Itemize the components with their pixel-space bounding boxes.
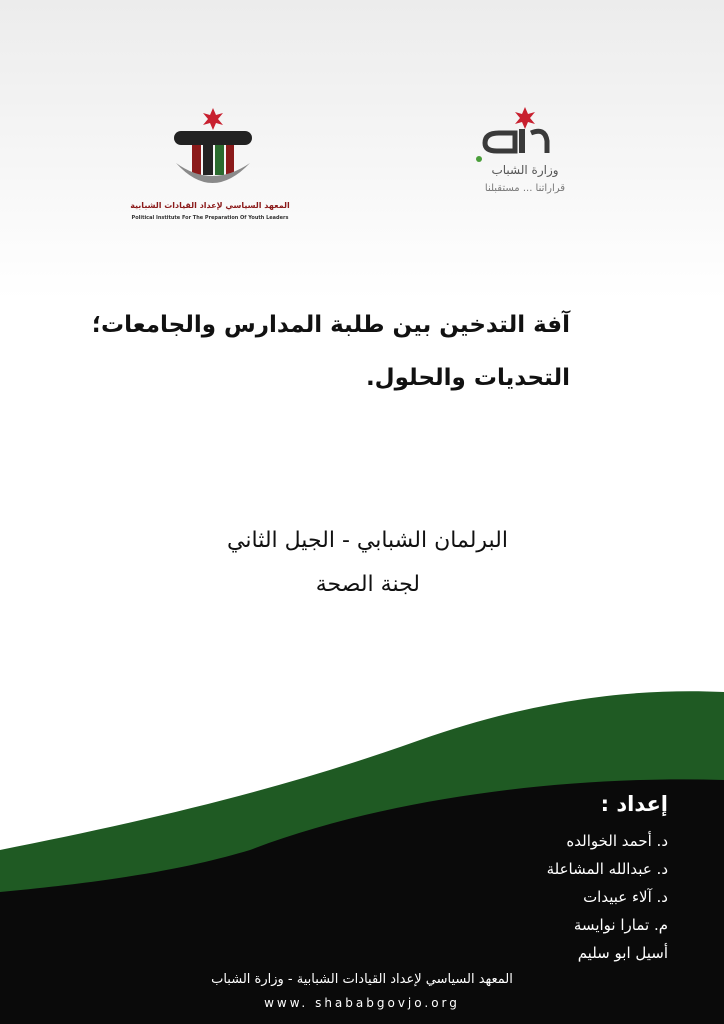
prepared-by-heading: إعداد : [600, 792, 668, 816]
author-item: د. عبدالله المشاعلة [546, 860, 668, 878]
subtitle-committee: لجنة الصحة [315, 572, 420, 597]
institute-name-english: Political Institute For The Preparation Of Youth Leaders [131, 215, 289, 221]
ministry-name: وزارة الشباب [491, 163, 559, 177]
footer-organizations: المعهد السياسي لإعداد القيادات الشبابية - وزارة الشباب [211, 972, 513, 987]
ministry-logo [455, 105, 595, 230]
author-item: م. تمارا نوايسة [573, 916, 668, 934]
institute-logo [120, 105, 300, 230]
author-item: د. أحمد الخوالده [566, 832, 668, 850]
subtitle-parliament: البرلمان الشبابي - الجيل الثاني [227, 528, 508, 553]
document-title-line-1: آفة التدخين بين طلبة المدارس والجامعات؛ [91, 312, 570, 338]
author-item: د. آلاء عبيدات [583, 888, 668, 906]
footer-website-link[interactable]: www. shababgovjo.org [264, 996, 460, 1010]
ministry-tagline: قراراتنا ... مستقبلنا [484, 183, 566, 194]
author-item: أسيل ابو سليم [577, 944, 668, 962]
institute-emblem-icon [120, 105, 300, 200]
document-title-line-2: التحديات والحلول. [365, 365, 570, 391]
institute-name-arabic: المعهد السياسي لإعداد القيادات الشبابية [130, 201, 290, 210]
ministry-emblem-icon [455, 105, 595, 163]
